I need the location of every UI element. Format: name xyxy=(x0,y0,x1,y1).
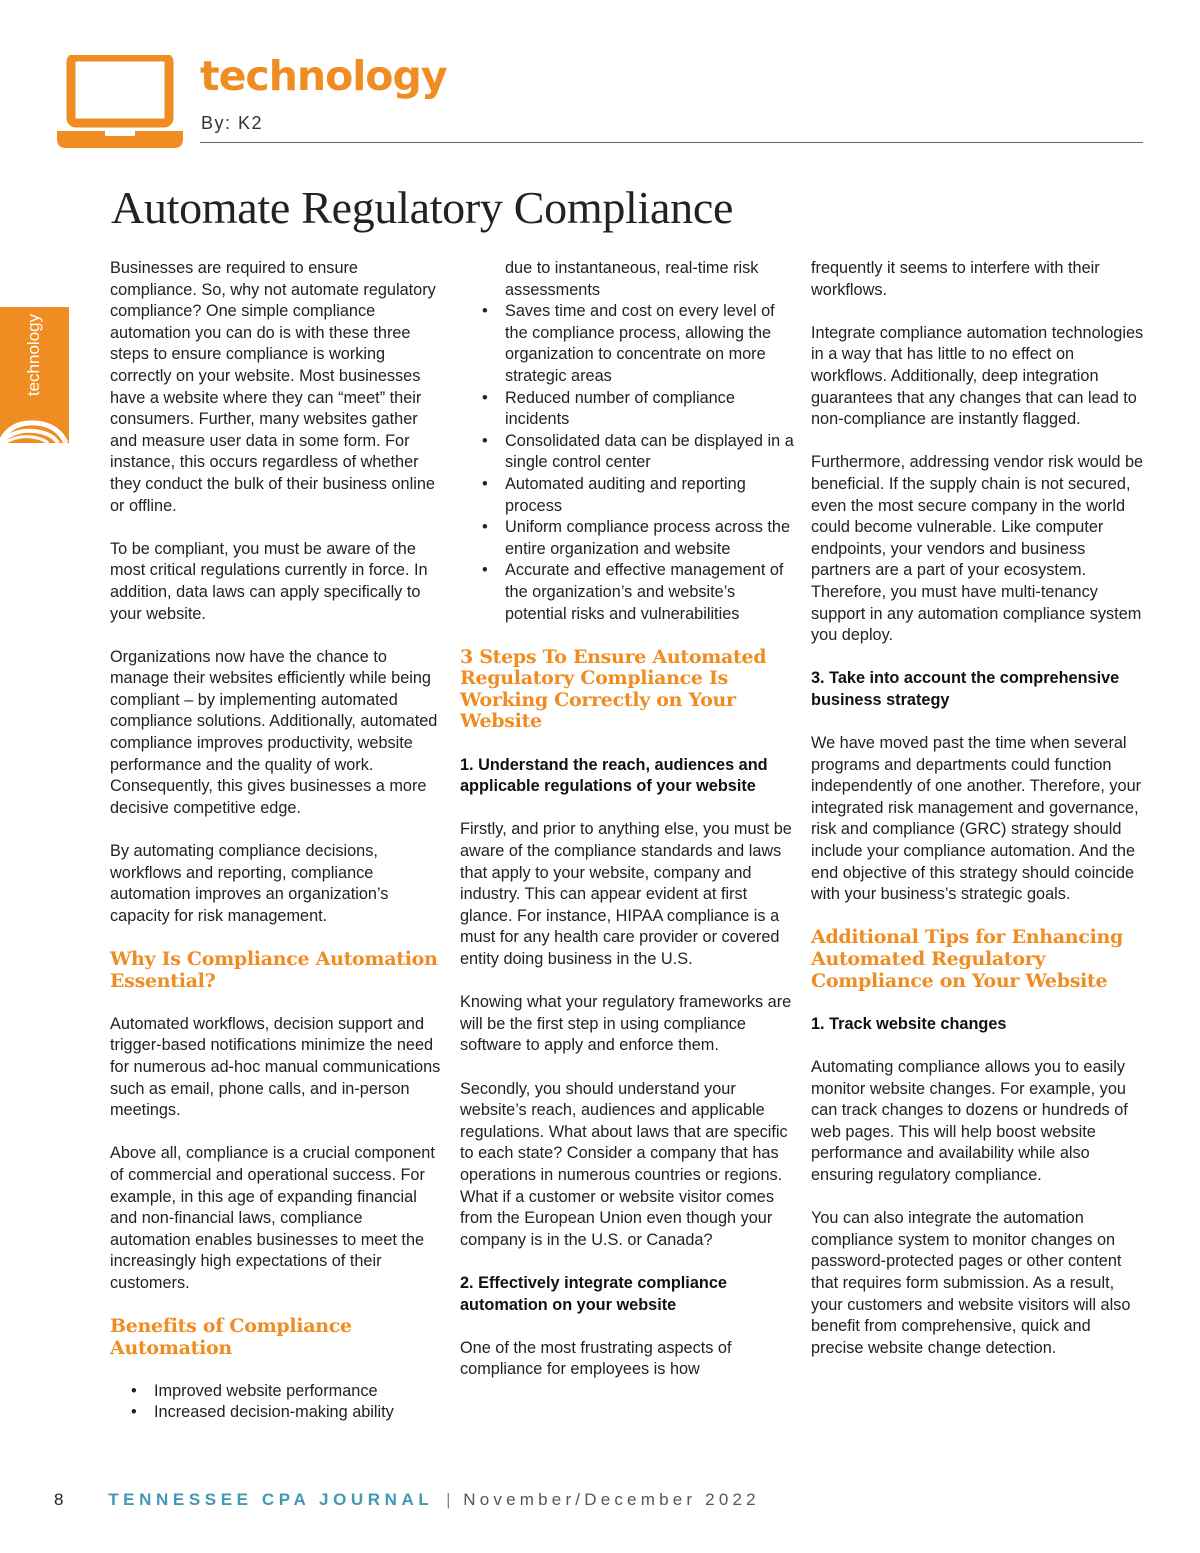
bullet-icon: • xyxy=(482,561,488,580)
benefits-list xyxy=(110,1381,446,1424)
body-paragraph: Automating compliance allows you to easily monitor website changes. For example, you can track changes to dozens or hundreds of web pages. This will help boost website performance and availability while also ensuring regulatory compliance. xyxy=(811,1057,1128,1184)
list-item xyxy=(482,560,796,625)
column-3 xyxy=(811,258,1147,1381)
body-paragraph: We have moved past the time when several programs and departments could function independently of one another. Therefore, your integrated risk management and governance, risk and compliance (GRC) strategy should include your compliance automation. And the end objective of this strategy should coincide with your business’s strategic goals. xyxy=(811,734,1142,904)
body-paragraph: Organizations now have the chance to manage their websites efficiently while being compliant – by implementing automated compliance solutions. Additionally, automated compliance improves productivity, website performance and the quality of work. Consequently, this gives businesses a more decisive competitive edge. xyxy=(110,647,438,817)
list-item xyxy=(482,301,796,387)
subheading: 1. Track website changes xyxy=(811,1014,1007,1033)
body-paragraph: frequently it seems to interfere with their workflows. xyxy=(811,259,1100,299)
list-item-text: Reduced number of compliance incidents xyxy=(505,388,735,429)
byline: By: K2 xyxy=(201,113,264,133)
section-heading: Benefits of Compliance Automation xyxy=(110,1315,352,1359)
list-item-text: Consolidated data can be displayed in a single control center xyxy=(505,431,794,472)
list-item xyxy=(482,431,796,474)
list-item xyxy=(482,517,796,560)
column-1 xyxy=(110,258,446,1446)
list-item-text: Accurate and effective management of the organization’s and website’s potential risks and vulnerabilities xyxy=(505,561,784,623)
body-paragraph: Above all, compliance is a crucial component of commercial and operational success. For example, in this age of expanding financial and non-financial laws, compliance automation enables businesses to meet the increasingly high expectations of their customers. xyxy=(110,1144,435,1292)
column-2 xyxy=(460,258,796,1402)
laptop-icon xyxy=(55,55,185,150)
side-tab xyxy=(0,307,69,443)
list-item xyxy=(482,388,796,431)
subheading: 3. Take into account the comprehensive business strategy xyxy=(811,669,1120,709)
list-item-text: Increased decision-making ability xyxy=(154,1403,394,1422)
benefits-list-continued xyxy=(460,301,796,625)
list-item-text: Improved website performance xyxy=(154,1381,378,1400)
list-item-text: Saves time and cost on every level of the compliance process, allowing the organization to concentrate on more strategic areas xyxy=(505,302,775,385)
header-divider xyxy=(200,142,1143,143)
bullet-icon: • xyxy=(482,388,488,407)
list-item-continuation: due to instantaneous, real-time risk assessments xyxy=(505,259,759,299)
body-paragraph: By automating compliance decisions, workflows and reporting, compliance automation improves an organization’s capacity for risk management. xyxy=(110,842,389,925)
section-heading: 3 Steps To Ensure Automated Regulatory Compliance Is Working Correctly on Your Website xyxy=(460,645,767,733)
page-footer xyxy=(54,1490,760,1510)
body-paragraph: You can also integrate the automation compliance system to monitor changes on password-protected pages or other content that requires form submission. As a result, your customers and website visitors will also benefit from comprehensive, quick and precise website change detection. xyxy=(811,1209,1131,1357)
section-heading: Why Is Compliance Automation Essential? xyxy=(110,948,438,992)
bullet-icon: • xyxy=(131,1381,137,1400)
article-title: Automate Regulatory Compliance xyxy=(111,182,734,233)
page-number: 8 xyxy=(54,1490,64,1509)
subheading: 2. Effectively integrate compliance automation on your website xyxy=(460,1273,727,1314)
bullet-icon: • xyxy=(131,1403,137,1422)
body-paragraph: Secondly, you should understand your website’s reach, audiences and applicable regulations. What about laws that are specific to each state? Consider a company that has operations in numerous countries or regions. What if a customer or website visitor comes from the European Union even though your company is in the U.S. or Canada? xyxy=(460,1079,788,1249)
list-item xyxy=(482,474,796,517)
body-paragraph: Integrate compliance automation technologies in a way that has little to no effect on workflows. Additionally, deep integration guarantees that any changes that can lead to non-compliance are instantly flagged. xyxy=(811,323,1144,429)
bullet-icon: • xyxy=(482,431,488,450)
section-heading: Additional Tips for Enhancing Automated Regulatory Compliance on Your Website xyxy=(811,926,1123,992)
bullet-icon: • xyxy=(482,518,488,537)
footer-separator: | xyxy=(446,1490,451,1509)
bullet-icon: • xyxy=(482,302,488,321)
list-item-text: Automated auditing and reporting process xyxy=(505,474,746,515)
body-paragraph: Automated workflows, decision support and trigger-based notifications minimize the need for numerous ad-hoc manual communications such as email, phone calls, and in-person meetings. xyxy=(110,1014,441,1120)
subheading: 1. Understand the reach, audiences and applicable regulations of your website xyxy=(460,755,768,796)
list-item xyxy=(131,1402,446,1424)
body-paragraph: One of the most frustrating aspects of compliance for employees is how xyxy=(460,1338,732,1379)
bullet-icon: • xyxy=(482,474,488,493)
issue-date: November/December 2022 xyxy=(463,1490,760,1509)
journal-name: TENNESSEE CPA JOURNAL xyxy=(108,1490,434,1509)
list-item xyxy=(131,1381,446,1403)
wave-logo-icon xyxy=(0,403,69,443)
body-paragraph: Businesses are required to ensure compliance. So, why not automate regulatory compliance? One simple compliance automation you can do is with these three steps to ensure compliance is working correctly on your website. Most businesses have a website where they can “meet” their consumers. Further, many websites gather and measure user data in some form. For instance, this occurs regardless of whether they conduct the bulk of their business online or offline. xyxy=(110,259,436,515)
side-tab-label: technology xyxy=(24,313,43,397)
section-title: technology xyxy=(200,52,447,100)
body-paragraph: To be compliant, you must be aware of the most critical regulations currently in force. In addition, data laws can apply specifically to your website. xyxy=(110,539,428,623)
body-paragraph: Furthermore, addressing vendor risk would be beneficial. If the supply chain is not secured, even the most secure company in the world could become vulnerable. Like computer endpoints, your vendors and business partners are a part of your ecosystem. Therefore, you must have multi-tenancy support in any automation compliance system you deploy. xyxy=(811,453,1144,645)
body-paragraph: Knowing what your regulatory frameworks are will be the first step in using compliance software to apply and enforce them. xyxy=(460,993,792,1055)
body-paragraph: Firstly, and prior to anything else, you must be aware of the compliance standards and laws that apply to your website, company and industry. This can appear evident at first glance. For instance, HIPAA compliance is a must for any health care provider or covered entity doing business in the U.S. xyxy=(460,820,792,968)
list-item-text: Uniform compliance process across the entire organization and website xyxy=(505,518,791,558)
